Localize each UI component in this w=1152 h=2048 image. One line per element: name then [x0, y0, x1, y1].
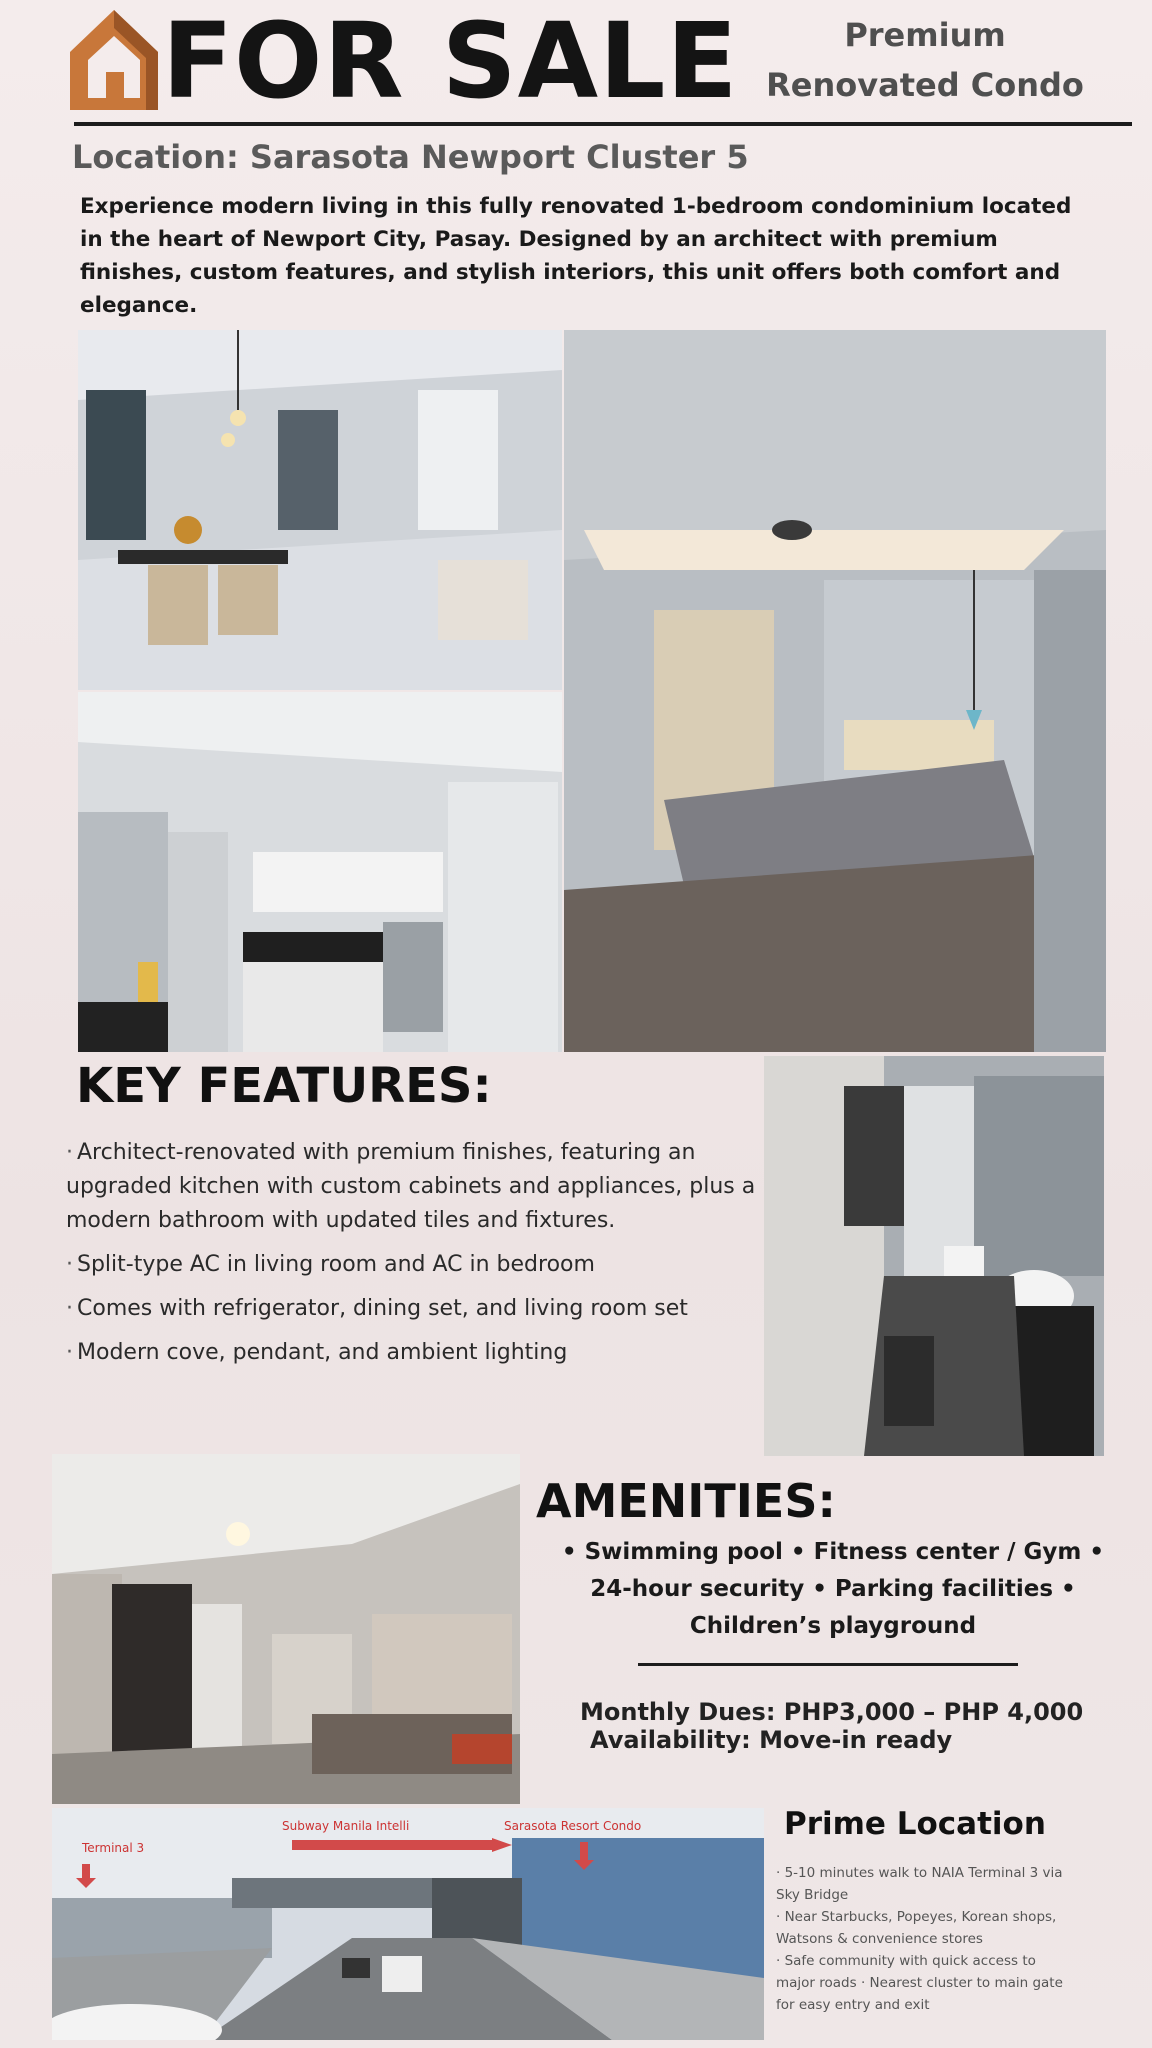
list-item: major roads · Nearest cluster to main gate: [776, 1975, 1063, 1991]
list-item: · Comes with refrigerator, dining set, and living room set: [66, 1296, 688, 1321]
list-item: · Near Starbucks, Popeyes, Korean shops,: [776, 1909, 1057, 1925]
monthly-dues: Monthly Dues: PHP3,000 – PHP 4,000: [580, 1698, 1084, 1726]
key-features-list: [66, 1136, 766, 1380]
street-label-middle: Subway Manila Intelli: [282, 1819, 410, 1833]
prime-location-list: [776, 1862, 1138, 2016]
list-item: · Safe community with quick access to: [776, 1953, 1036, 1969]
list-item: · 5-10 minutes walk to NAIA Terminal 3 via: [776, 1865, 1063, 1881]
prime-location-heading: Prime Location: [784, 1806, 1046, 1842]
list-item: · Split-type AC in living room and AC in bedroom: [66, 1252, 595, 1277]
amenities-heading: AMENITIES:: [536, 1474, 836, 1528]
headline: FOR SALE: [162, 0, 739, 122]
list-item: · Modern cove, pendant, and ambient lighting: [66, 1340, 568, 1365]
location-title: Location: Sarasota Newport Cluster 5: [72, 138, 749, 176]
bathroom-photo: [764, 1056, 1104, 1456]
street-view-photo: [52, 1808, 764, 2040]
amenities-text: [538, 1534, 1128, 1645]
house-logo-icon: [68, 6, 160, 116]
street-label-left: Terminal 3: [82, 1841, 145, 1855]
amenities-line-1: • Swimming pool • Fitness center / Gym •: [561, 1539, 1105, 1565]
tagline: [752, 10, 1098, 110]
kitchen-photo: [78, 692, 562, 1052]
amenities-divider: [638, 1663, 1018, 1666]
list-item: Sky Bridge: [776, 1887, 849, 1903]
header-divider: [74, 122, 1132, 126]
bedroom-photo: [564, 330, 1106, 1052]
intro-paragraph: Experience modern living in this fully renovated 1-bedroom condominium located in the heart of Newport City, Pasay. Designed by an architect with premium finishes, custom features, and stylish interiors, this unit offers both comfort and elegance.: [80, 194, 1072, 318]
street-label-right: Sarasota Resort Condo: [504, 1819, 642, 1833]
amenities-line-2: 24-hour security • Parking facilities •: [590, 1576, 1076, 1602]
list-item: Watsons & convenience stores: [776, 1931, 983, 1947]
list-item: for easy entry and exit: [776, 1997, 930, 2013]
key-features-heading: KEY FEATURES:: [76, 1058, 492, 1114]
living-room-photo: [52, 1454, 520, 1804]
tagline-line-2: Renovated Condo: [766, 66, 1084, 104]
list-item: · Architect-renovated with premium finishes, featuring an upgraded kitchen with custom cabinets and appliances, plus a modern bathroom with updated tiles and fixtures.: [66, 1140, 756, 1233]
tagline-line-1: Premium: [844, 16, 1006, 54]
amenities-line-3: Children’s playground: [689, 1613, 977, 1639]
dues-block: [580, 1698, 1120, 1754]
availability: Availability: Move-in ready: [590, 1726, 953, 1754]
dining-room-photo: [78, 330, 562, 690]
